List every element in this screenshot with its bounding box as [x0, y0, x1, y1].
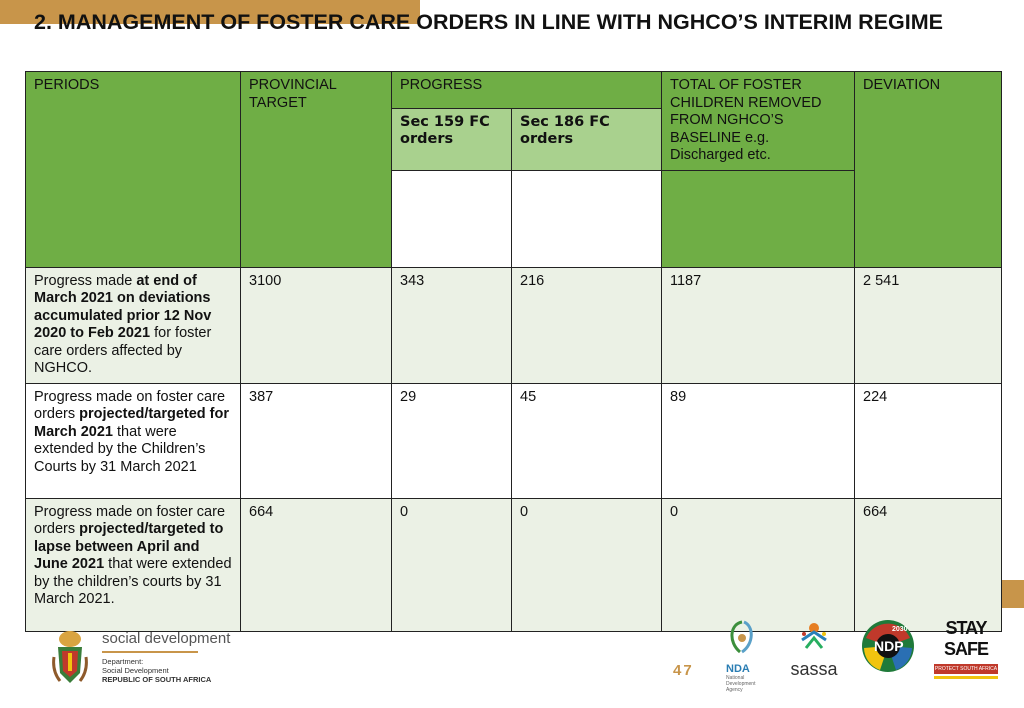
- sassa-figure-icon: [784, 618, 844, 654]
- blank-cell: [512, 170, 662, 267]
- stay-safe-stripe: [934, 676, 998, 679]
- period-cell: Progress made on foster care orders projected/targeted to lapse between April and June 2021 that were extended by the children’s courts by 31 March 2021.: [26, 498, 241, 631]
- dept-details: Department: Social Development REPUBLIC OF SOUTH AFRICA: [102, 657, 212, 684]
- target-value: 387: [241, 383, 392, 498]
- header-sec159: Sec 159 FC orders: [392, 108, 512, 170]
- sec186-value: 45: [512, 383, 662, 498]
- foster-care-table: [25, 71, 1002, 632]
- target-value: 3100: [241, 267, 392, 383]
- right-accent-tab: [1002, 580, 1024, 608]
- total-value: 89: [662, 383, 855, 498]
- stay-safe-logo: STAY SAFE PROTECT SOUTH AFRICA: [934, 618, 998, 688]
- total-value: 1187: [662, 267, 855, 383]
- slide-title: 2. MANAGEMENT OF FOSTER CARE ORDERS IN LINE WITH NGHCO’S INTERIM REGIME: [34, 10, 943, 34]
- sec159-value: 343: [392, 267, 512, 383]
- header-periods: PERIODS: [26, 72, 241, 268]
- header-deviation: DEVIATION: [855, 72, 1002, 268]
- deviation-value: 664: [855, 498, 1002, 631]
- period-cell: Progress made on foster care orders projected/targeted for March 2021 that were extended by the Children’s Courts by 31 March 2021: [26, 383, 241, 498]
- dept-name: social development: [102, 630, 231, 647]
- deviation-value: 224: [855, 383, 1002, 498]
- header-total-removed: TOTAL OF FOSTER CHILDREN REMOVED FROM NGHCO’S BASELINE e.g. Discharged etc.: [662, 72, 855, 171]
- coat-of-arms-icon: [52, 627, 88, 687]
- sec159-value: 0: [392, 498, 512, 631]
- dept-social-development-logo: [52, 627, 231, 691]
- total-value: 0: [662, 498, 855, 631]
- sec159-value: 29: [392, 383, 512, 498]
- nda-swirl-icon: [720, 618, 764, 658]
- blank-cell: [392, 170, 512, 267]
- deviation-value: 2 541: [855, 267, 1002, 383]
- page-number: 47: [673, 662, 694, 679]
- header-provincial-target: PROVINCIAL TARGET: [241, 72, 392, 268]
- ndp-2030-logo: NDP 2030: [860, 618, 916, 692]
- sassa-logo: sassa: [784, 618, 844, 688]
- header-total-filler: [662, 170, 855, 267]
- nda-logo: NDA National Development Agency: [720, 618, 764, 694]
- header-progress: PROGRESS: [392, 72, 662, 109]
- sec186-value: 0: [512, 498, 662, 631]
- period-cell: Progress made at end of March 2021 on deviations accumulated prior 12 Nov 2020 to Feb 2021 for foster care orders affected by NGHCO.: [26, 267, 241, 383]
- target-value: 664: [241, 498, 392, 631]
- partner-logos: [720, 618, 1020, 698]
- sec186-value: 216: [512, 267, 662, 383]
- header-sec186: Sec 186 FC orders: [512, 108, 662, 170]
- divider: [102, 651, 198, 653]
